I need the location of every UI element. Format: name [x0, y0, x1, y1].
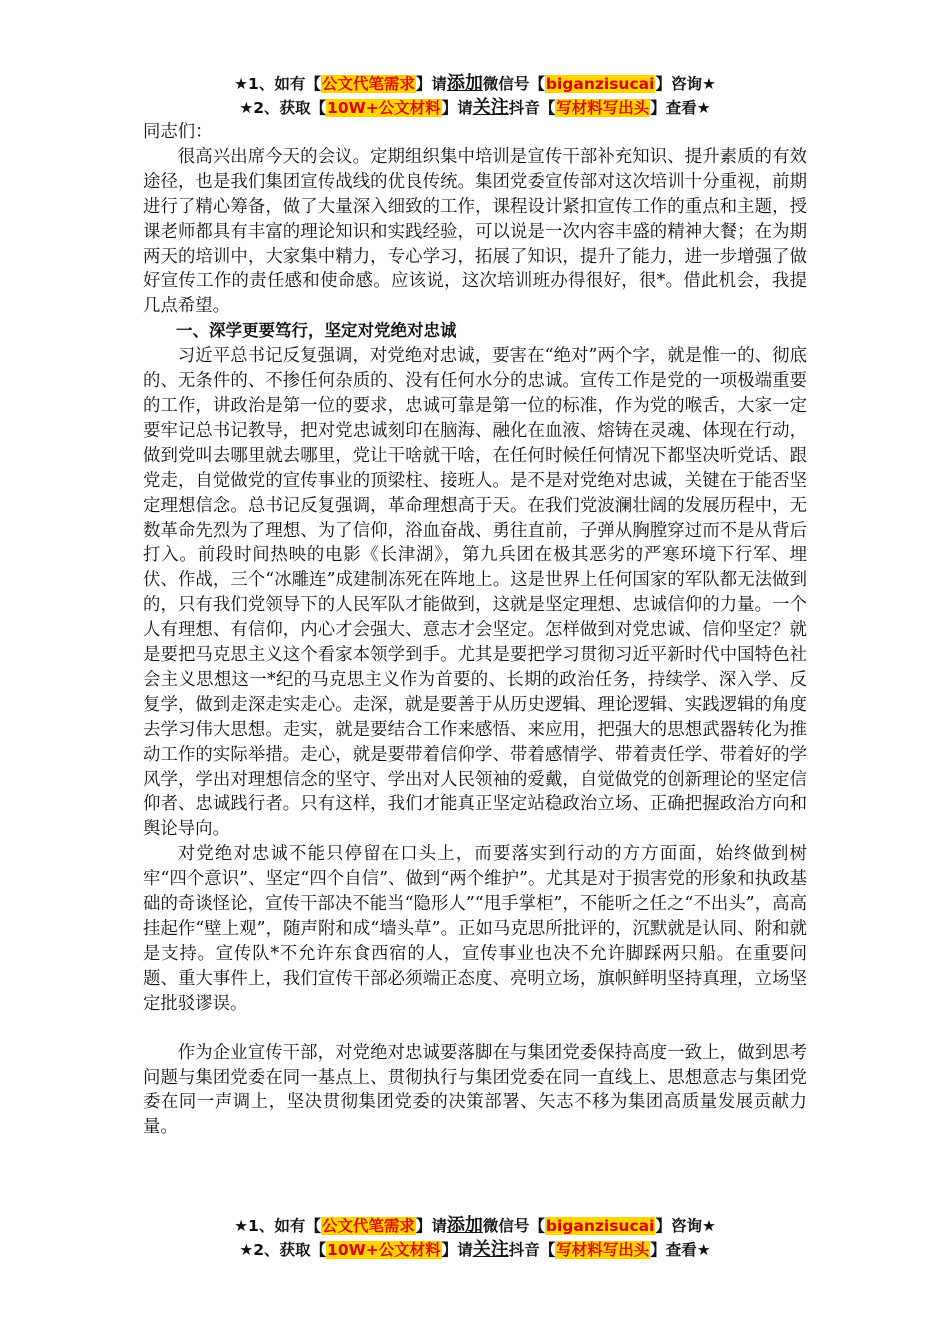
banner-text: 抖音【: [508, 99, 556, 117]
promo-banner-bottom-line1: [0, 1214, 950, 1238]
banner-emphasis: 添加: [446, 1215, 483, 1236]
body-paragraph-3: 作为企业宣传干部，对党绝对忠诚要落脚在与集团党委保持高度一致上，做到思考问题与集团党委在同一基点上、贯彻执行与集团党委在同一直线上、思想意志与集团党委在同一声调上，坚决贯彻集团党委的决策部署、矢志不移为集团高质量发展贡献力量。: [143, 1042, 807, 1138]
banner-text: 】咨询★: [655, 1217, 716, 1235]
promo-banner-bottom-line2: [0, 1238, 950, 1262]
banner-text: 】请: [441, 1241, 473, 1259]
banner-text: ★1、如有【: [234, 1217, 321, 1235]
banner-highlight-douyin-id: 写材料写出头: [556, 99, 650, 117]
banner-emphasis: 关注: [472, 1239, 509, 1260]
banner-highlight-wechat-id: biganzisucai: [545, 1217, 655, 1235]
banner-highlight: 10W+公文材料: [327, 99, 441, 117]
banner-emphasis: 关注: [472, 97, 509, 118]
banner-text: ★1、如有【: [234, 75, 321, 93]
section-heading: 一、深学更要笃行，坚定对党绝对忠诚: [176, 321, 457, 341]
banner-text: 】请: [441, 99, 473, 117]
intro-paragraph: 很高兴出席今天的会议。定期组织集中培训是宣传干部补充知识、提升素质的有效途径，也是我们集团宣传战线的优良传统。集团党委宣传部对这次培训十分重视，前期进行了精心筹备，做了大量深入细致的工作，课程设计紧扣宣传工作的重点和主题，授课老师都具有丰富的理论知识和实践经验，可以说是一次内容丰盛的精神大餐；在为期两天的培训中，大家集中精力，专心学习，拓展了知识，提升了能力，进一步增强了做好宣传工作的责任感和使命感。应该说，这次培训班办得很好，很*。借此机会，我提几点希望。: [143, 146, 807, 317]
banner-highlight: 10W+公文材料: [327, 1241, 441, 1259]
banner-text: 微信号【: [482, 75, 545, 93]
banner-highlight: 公文代笔需求: [321, 75, 415, 93]
banner-text: 微信号【: [482, 1217, 545, 1235]
banner-text: 】查看★: [650, 1241, 711, 1259]
banner-text: 】请: [415, 1217, 447, 1235]
promo-banner-top-line1: [0, 72, 950, 96]
body-paragraph-1: 习近平总书记反复强调，对党绝对忠诚，要害在“绝对”两个字，就是惟一的、彻底的、无条件的、不掺任何杂质的、没有任何水分的忠诚。宣传工作是党的一项极端重要的工作，讲政治是第一位的要求，忠诚可靠是第一位的标准，作为党的喉舌，大家一定要牢记总书记教导，把对党忠诚刻印在脑海、融化在血液、熔铸在灵魂、体现在行动，做到党叫去哪里就去哪里，党让干啥就干啥，在任何时候任何情况下都坚决听党话、跟党走，自觉做党的宣传事业的顶梁柱、接班人。是不是对党绝对忠诚，关键在于能否坚定理想信念。总书记反复强调，革命理想高于天。在我们党波澜壮阔的发展历程中，无数革命先烈为了理想、为了信仰，浴血奋战、勇往直前，子弹从胸膛穿过而不是从背后打入。前段时间热映的电影《长津湖》，第九兵团在极其恶劣的严寒环境下行军、埋伏、作战，三个“冰雕连”成建制冻死在阵地上。这是世界上任何国家的军队都无法做到的，只有我们党领导下的人民军队才能做到，这就是坚定理想、忠诚信仰的力量。一个人有理想、有信仰，内心才会强大、意志才会坚定。怎样做到对党忠诚、信仰坚定？就是要把马克思主义这个看家本领学到手。尤其是要把学习贯彻习近平新时代中国特色社会主义思想这一*纪的马克思主义作为首要的、长期的政治任务，持续学、深入学、反复学，做到走深走实走心。走深，就是要善于从历史逻辑、理论逻辑、实践逻辑的角度去学习伟大思想。走实，就是要结合工作来感悟、来应用，把强大的思想武器转化为推动工作的实际举措。走心，就是要带着信仰学、带着感情学、带着责任学、带着好的学风学，学出对理想信念的坚守、学出对人民领袖的爱戴，自觉做党的创新理论的坚定信仰者、忠诚践行者。只有这样，我们才能真正坚定站稳政治立场、正确把握政治方向和舆论导向。: [143, 346, 807, 840]
banner-text: 】咨询★: [655, 75, 716, 93]
banner-emphasis: 添加: [446, 73, 483, 94]
salutation: 同志们：: [143, 122, 213, 142]
body-paragraph-2: 对党绝对忠诚不能只停留在口头上，而要落实到行动的方方面面，始终做到树牢“四个意识”、坚定“四个自信”、做到“两个维护”。尤其是对于损害党的形象和执政基础的奇谈怪论，宣传干部决不能当“隐形人”“甩手掌柜”，不能听之任之“不出头”，高高挂起作“壁上观”，随声附和成“墙头草”。正如马克思所批评的，沉默就是认同、附和就是支持。宣传队*不允许东食西宿的人，宣传事业也决不允许脚踩两只船。在重要问题、重大事件上，我们宣传干部必须端正态度、亮明立场，旗帜鲜明坚持真理，立场坚定批驳谬误。: [143, 844, 807, 1014]
banner-highlight: 公文代笔需求: [321, 1217, 415, 1235]
banner-highlight-douyin-id: 写材料写出头: [556, 1241, 650, 1259]
banner-text: 】查看★: [650, 99, 711, 117]
banner-text: ★2、获取【: [239, 1241, 327, 1259]
banner-text: 】请: [415, 75, 447, 93]
banner-highlight-wechat-id: biganzisucai: [545, 75, 655, 93]
document-body: [143, 120, 807, 1140]
banner-text: 抖音【: [508, 1241, 556, 1259]
banner-text: ★2、获取【: [239, 99, 327, 117]
promo-banner-top-line2: [0, 96, 950, 120]
